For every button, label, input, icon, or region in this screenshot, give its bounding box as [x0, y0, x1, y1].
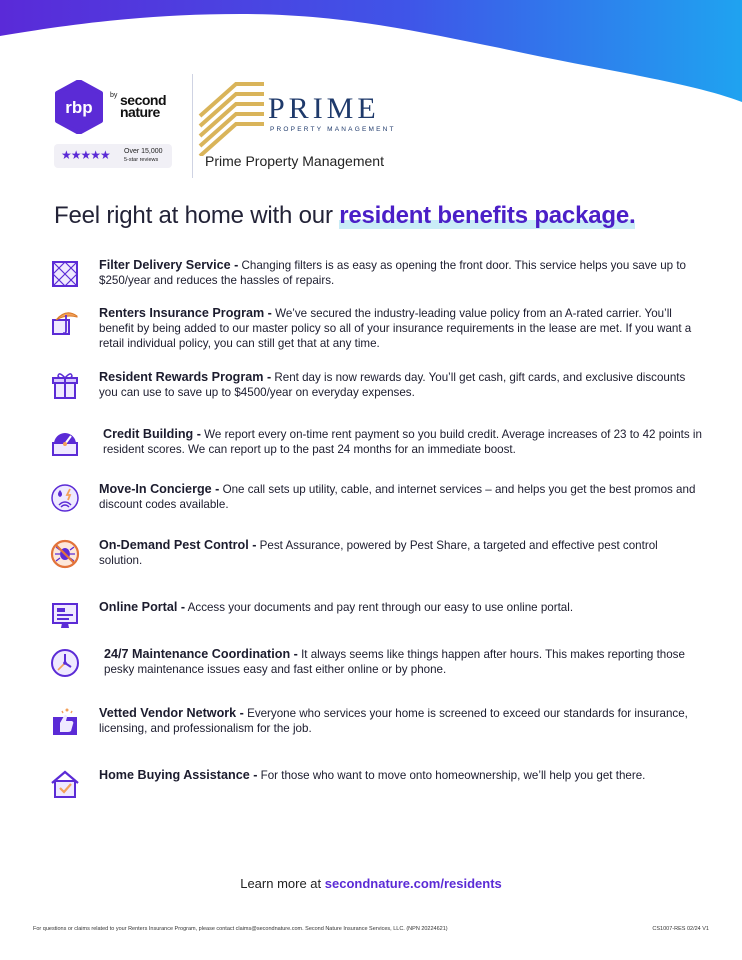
benefit-name: Filter Delivery Service - [99, 258, 239, 272]
reviews-badge [54, 144, 172, 168]
benefit-name: Vetted Vendor Network - [99, 706, 244, 720]
clock-icon [50, 647, 80, 679]
page-headline [54, 202, 734, 230]
utilities-icon [50, 482, 80, 514]
prime-logo-subtitle: PROPERTY MANAGEMENT [270, 126, 396, 133]
benefit-text [99, 538, 699, 568]
credit-gauge-icon [50, 427, 80, 459]
benefit-name: Credit Building - [103, 427, 201, 441]
benefit-text [104, 647, 704, 677]
footer-disclaimer: For questions or claims related to your Renters Insurance Program, please contact claims@secondnature.com. Second Nature Insurance Services, LLC. (NPN 20224621) [33, 926, 448, 932]
footer-code: CS1007-RES 02/24 V1 [652, 926, 709, 932]
benefit-description: Access your documents and pay rent through our easy to use online portal. [185, 601, 574, 614]
benefit-description: Changing filters is as easy as opening the front door. This service helps you save up to $250/year and reduces the hassles of repairs. [99, 259, 687, 287]
benefit-name: 24/7 Maintenance Coordination - [104, 647, 298, 661]
benefit-description: Rent day is now rewards day. You’ll get cash, gift cards, and exclusive discounts you can use to save up to $4500/year on everyday expenses. [99, 371, 686, 399]
gift-icon [50, 370, 80, 402]
benefit-description: It always seems like things happen after hours. This makes reporting those pesky maintenance issues easy and fast either online or by phone. [104, 648, 685, 676]
rbp-by: by [110, 92, 118, 99]
thumbs-up-icon [50, 706, 80, 738]
rbp-text: rbp [65, 98, 93, 117]
benefit-name: Resident Rewards Program - [99, 370, 272, 384]
rbp-logo-icon [54, 80, 104, 134]
benefit-description: Everyone who services your home is screened to exceed our standards for insurance, licensing, and professionalism for the job. [99, 707, 688, 735]
benefit-text [99, 370, 699, 400]
second-nature-logo-text [120, 94, 166, 118]
second-nature-line2: nature [120, 104, 160, 120]
reviews-text [124, 148, 163, 164]
benefit-text [99, 706, 699, 736]
benefit-description: Pest Assurance, powered by Pest Share, a targeted and effective pest control solution. [99, 539, 658, 567]
second-nature-line1: second [120, 92, 167, 108]
no-pest-icon [50, 538, 80, 570]
benefit-name: Home Buying Assistance - [99, 768, 258, 782]
learn-more-prefix: Learn more at [240, 876, 325, 891]
benefit-description: One call sets up utility, cable, and internet services – and helps you get the best promos and discount codes available. [99, 483, 696, 511]
learn-more [0, 876, 742, 891]
benefit-name: On-Demand Pest Control - [99, 538, 257, 552]
benefit-description: We report every on-time rent payment so you build credit. Average increases of 23 to 42 points in resident scores. We can report up to the past 24 months for an immediate boost. [103, 428, 702, 456]
benefit-name: Move-In Concierge - [99, 482, 220, 496]
benefit-text [103, 427, 703, 457]
benefit-text [99, 306, 699, 351]
home-check-icon [50, 768, 80, 800]
benefit-text [99, 768, 699, 783]
star-rating-icon: ★★★★★ [61, 148, 110, 162]
learn-more-link[interactable]: secondnature.com/residents [324, 876, 502, 891]
headline-highlight: resident benefits package. [339, 202, 636, 229]
reviews-label: 5-star reviews [124, 157, 159, 163]
benefit-description: We’ve secured the industry-leading value policy from an A-rated carrier. You’ll benefit by being added to our master policy so all of your insurance requirements in the lease are met. If you want a retail individual policy, you can still get that at any time. [99, 307, 692, 350]
headline-plain: Feel right at home with our [54, 202, 340, 229]
monitor-icon [50, 600, 80, 632]
reviews-count: Over 15,000 [124, 148, 163, 155]
prime-logo-name: PRIME [268, 92, 380, 125]
benefit-name: Renters Insurance Program - [99, 306, 272, 320]
benefit-text [99, 258, 699, 288]
prime-chevron-logo-icon [198, 80, 268, 156]
company-name: Prime Property Management [205, 153, 384, 169]
benefit-text [99, 482, 699, 512]
logo-row [54, 74, 714, 179]
benefit-name: Online Portal - [99, 600, 186, 614]
logo-divider [192, 74, 193, 178]
umbrella-icon [50, 306, 80, 338]
benefit-description: For those who want to move onto homeownership, we’ll help you get there. [257, 769, 646, 782]
filter-icon [50, 258, 80, 290]
benefit-text [99, 600, 699, 615]
